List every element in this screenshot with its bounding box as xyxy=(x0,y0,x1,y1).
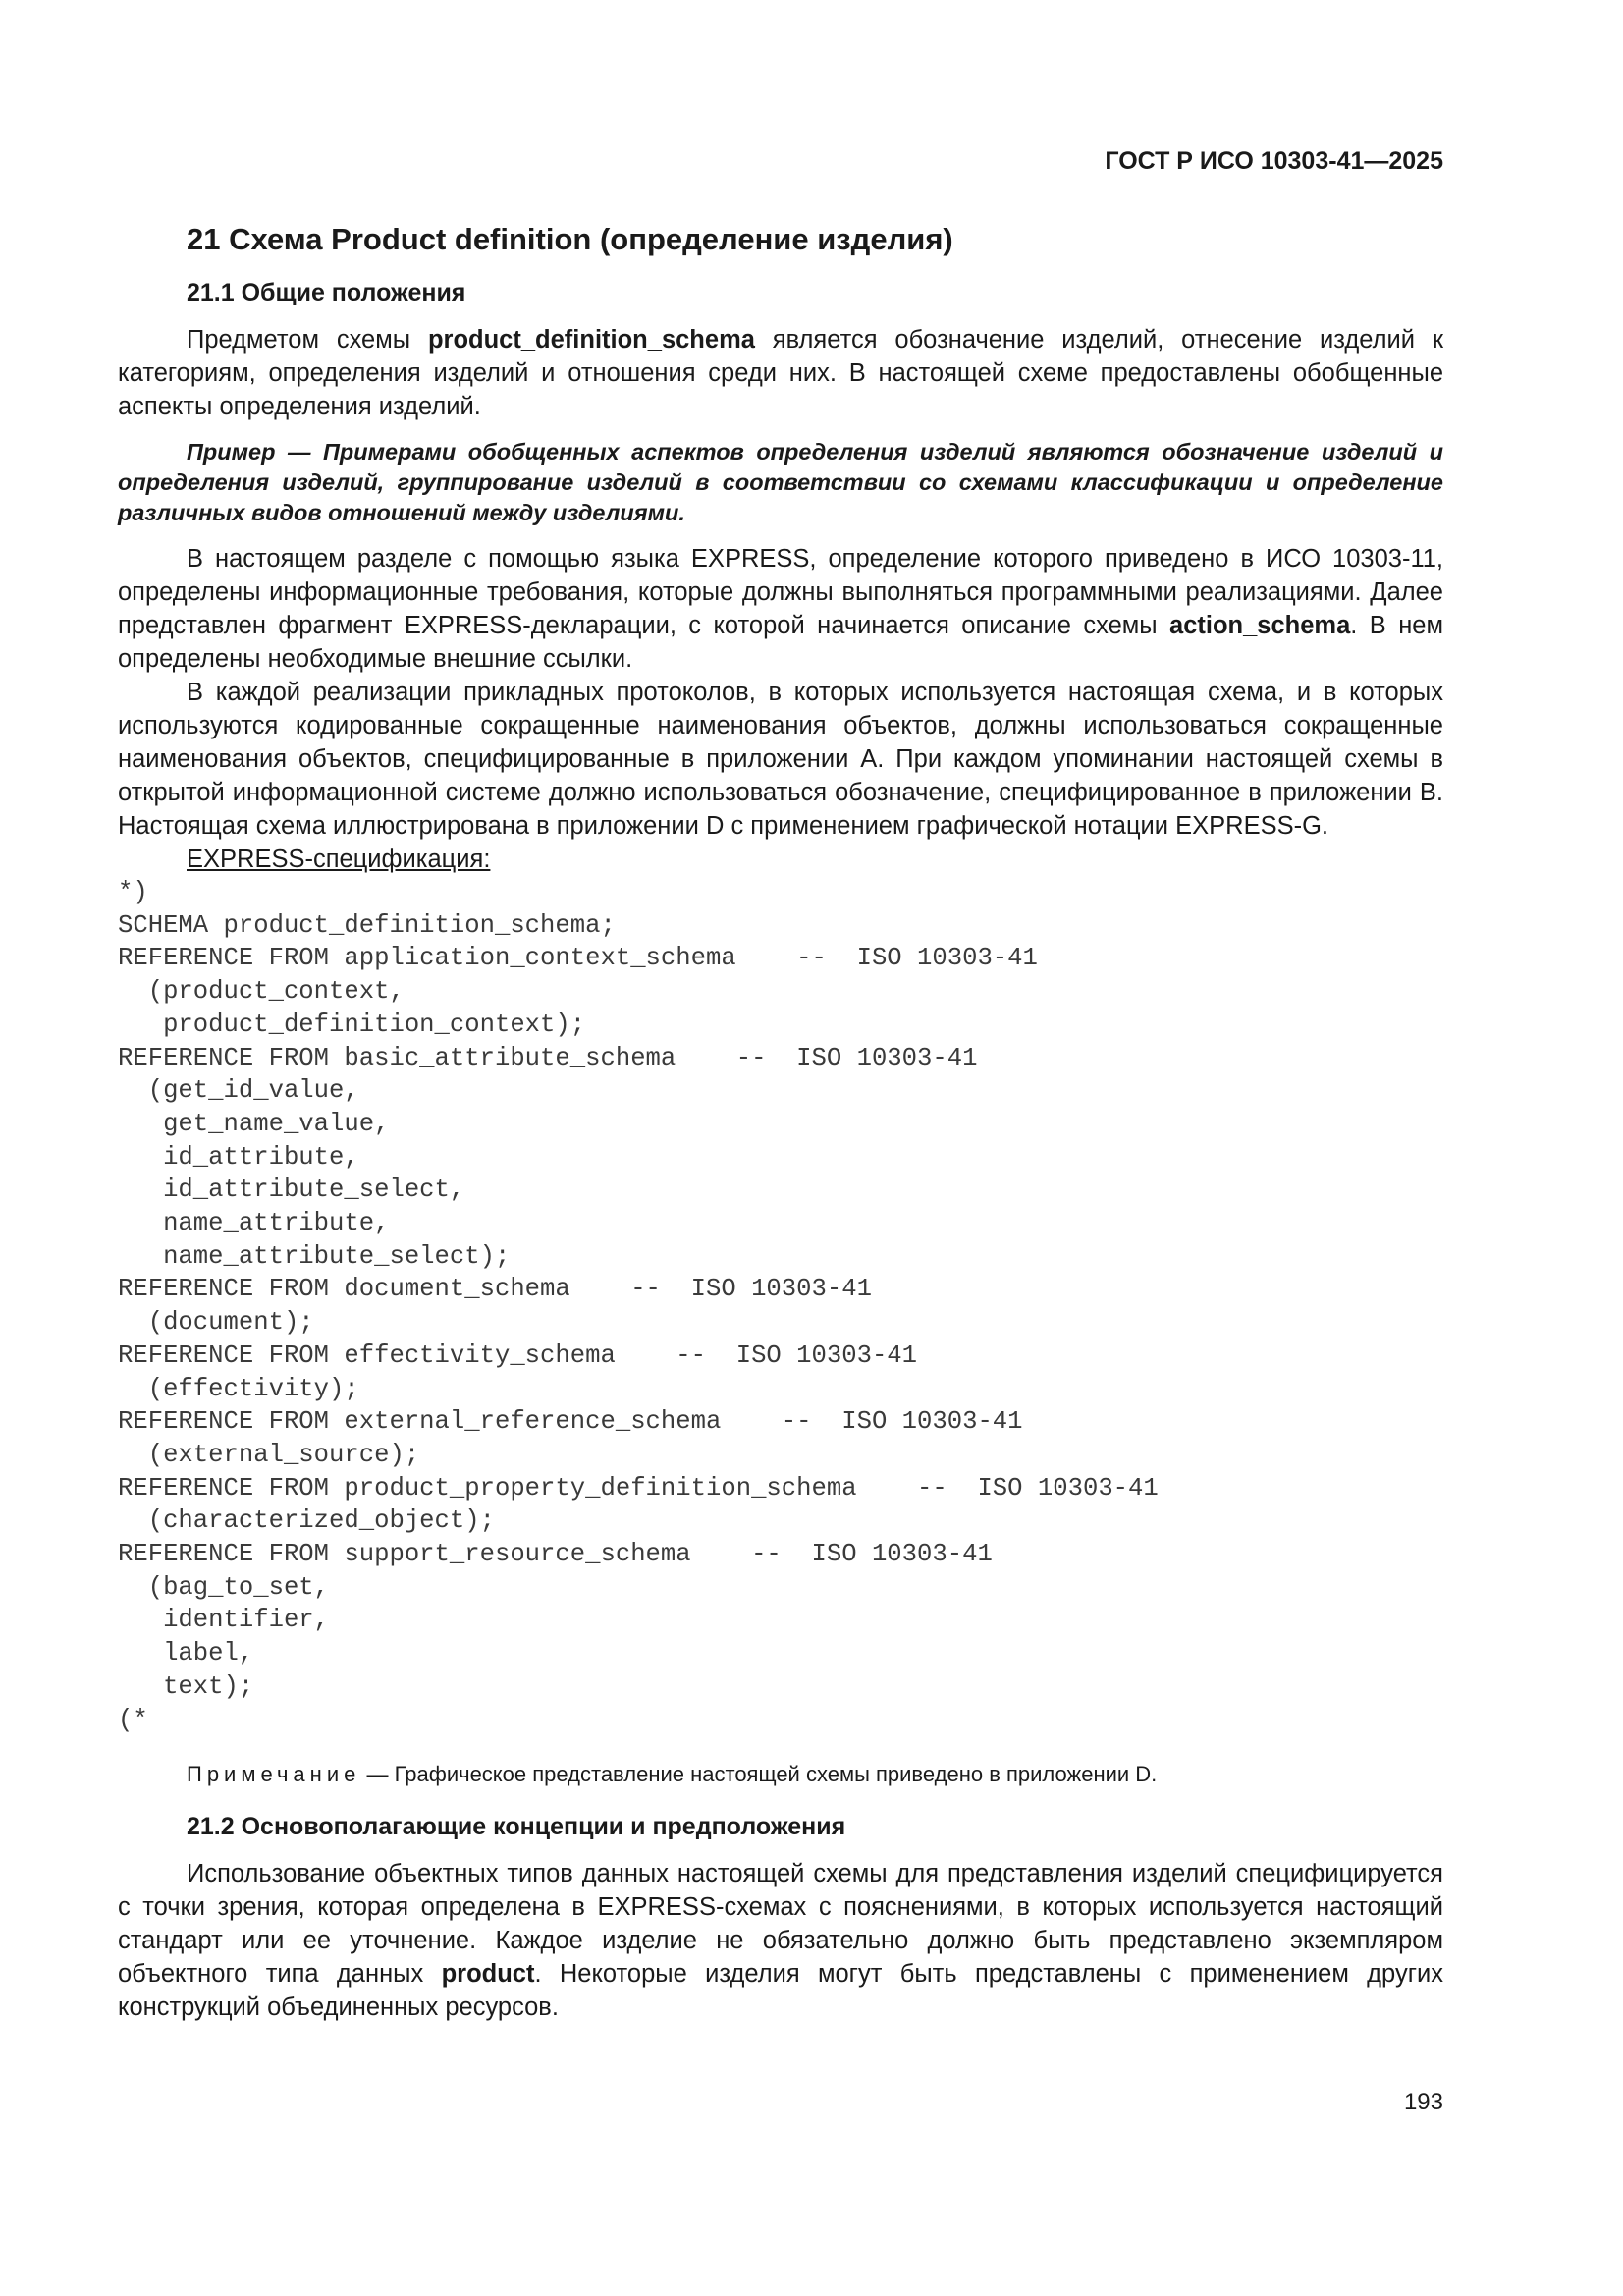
paragraph-express xyxy=(118,542,1443,676)
paragraph-subject xyxy=(118,323,1443,423)
paragraph-concepts xyxy=(118,1857,1443,2024)
example-paragraph: Пример — Примерами обобщенных аспектов определения изделий являются обозначение изделий и определения изделий, группирование изделий в соответствии со схемами классификации и определение различных видов отношений между изделиями. xyxy=(118,439,1443,525)
paragraph-implementation: В каждой реализации прикладных протоколов, в которых используется настоящая схема, и в которых используются кодированные сокращенные наименования объектов, должны использоваться сокращенные наименования объектов, специфицированные в приложении А. При каждом упоминании настоящей схемы в открытой информационной системе должно использоваться обозначение, специфицированное в приложении В. Настоящая схема иллюстрирована в приложении D с применением графической нотации EXPRESS-G. xyxy=(118,679,1443,840)
paragraph-text: . Некоторые изделия могут быть представлены с применением других конструкций объединенных ресурсов. xyxy=(118,1960,1444,2022)
standard-header: ГОСТ Р ИСО 10303-41—2025 xyxy=(1105,147,1443,175)
paragraph-text: В настоящем разделе с помощью языка EXPRESS, определение которого приведено в ИСО 10303-11, определены информационные требования, которые должны выполняться программными реализациями. Далее представлен фрагмент EXPRESS-декларации, с которой начинается описание схемы xyxy=(118,545,1443,639)
paragraph-text: Предметом схемы xyxy=(187,326,428,354)
section-title: 21 Схема Product definition (определение изделия) xyxy=(187,222,953,256)
note-text: — Графическое представление настоящей схемы приведено в приложении D. xyxy=(360,1762,1158,1787)
paragraph-text: является обозначение изделий, отнесение изделий к категориям, определения изделий и отношения среди них. В настоящей схеме предоставлены обобщенные аспекты определения изделий. xyxy=(118,326,1443,420)
express-code-block: *) SCHEMA product_definition_schema; REFERENCE FROM application_context_schema -- ISO 10303-41 (product_context, product_definition_context); REFERENCE FROM basic_attribute_schema -- ISO 10303-41 (get_id_value, get_name_value, id_attribute, id_attribute_select, name_attribute, name_attribute_select); REFERENCE FROM document_schema -- ISO 10303-41 (document); REFERENCE FROM effectivity_schema -- ISO 10303-41 (effectivity); REFERENCE FROM external_reference_schema -- ISO 10303-41 (external_source); REFERENCE FROM product_property_definition_schema -- ISO 10303-41 (characterized_object); REFERENCE FROM support_resource_schema -- ISO 10303-41 (bag_to_set, identifier, label, text); (* xyxy=(118,878,1159,1734)
schema-name-bold: action_schema xyxy=(1169,612,1351,639)
express-spec-heading: EXPRESS-спецификация: xyxy=(187,846,491,873)
page-number: 193 xyxy=(1403,2089,1443,2115)
paragraph-text: . В нем определены необходимые внешние ссылки. xyxy=(118,612,1443,673)
note-label: Примечание xyxy=(187,1762,361,1787)
note-paragraph xyxy=(187,1760,1443,1789)
subsection-title-concepts: 21.2 Основополагающие концепции и предположения xyxy=(187,1813,846,1841)
subsection-title-general: 21.1 Общие положения xyxy=(187,279,466,306)
entity-name-bold: product xyxy=(441,1960,535,1989)
paragraph-text: Использование объектных типов данных настоящей схемы для представления изделий специфицируется с точки зрения, которая определена в EXPRESS-схемах с пояснениями, в которых используется настоящий стандарт или ее уточнение. Каждое изделие не обязательно должно быть представлено экземпляром объектного типа данных xyxy=(118,1860,1443,1989)
schema-name-bold: product_definition_schema xyxy=(427,326,755,354)
main-content xyxy=(118,222,1443,2024)
